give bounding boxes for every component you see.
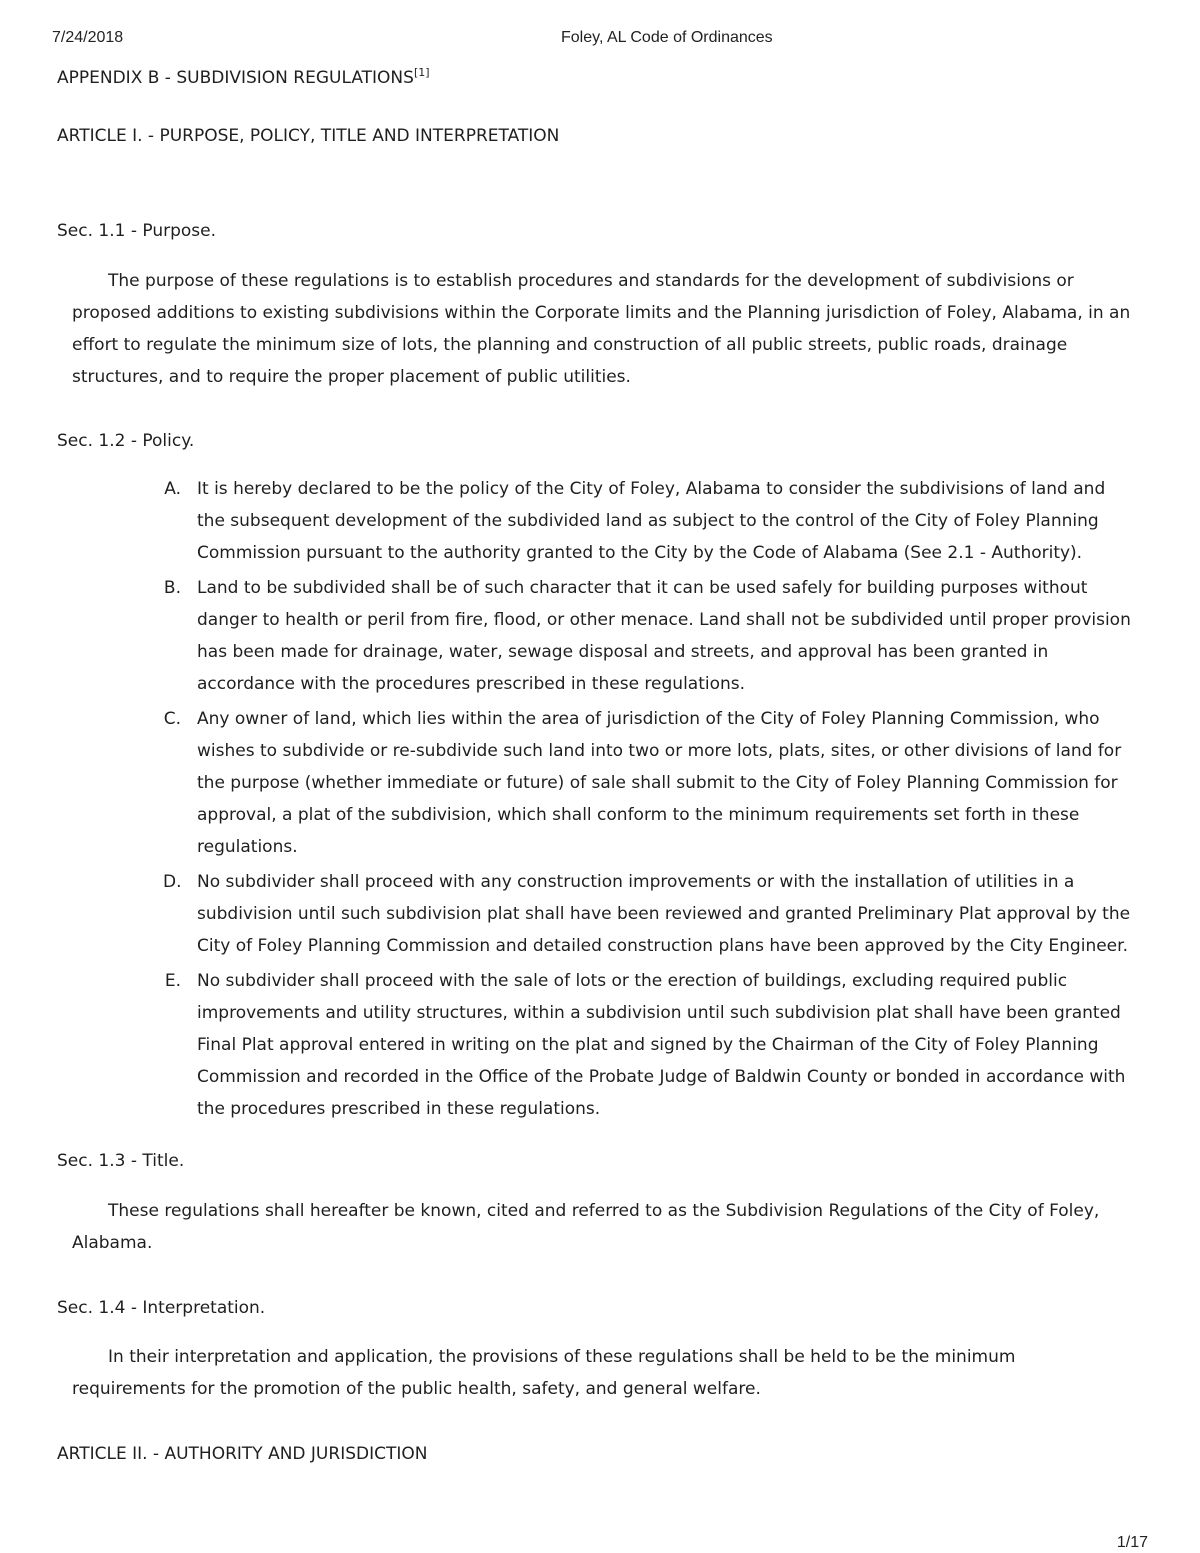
list-item-text: No subdivider shall proceed with any construction improvements or with the installation of utilities in a subdivision until such subdivision plat shall have been reviewed and granted Preliminary Plat approval by the City of Foley Planning Commission and detailed construction plans have been approved by the City Engineer. — [197, 872, 1131, 956]
sec-1-2-heading: Sec. 1.2 - Policy. — [57, 431, 195, 451]
list-marker: A. — [164, 479, 181, 499]
print-date: 7/24/2018 — [52, 29, 124, 46]
list-item-text: Any owner of land, which lies within the area of jurisdiction of the City of Foley Planning Commission, who wishes to subdivide or re-subdivide such land into two or more lots, plats, sites, or other divisions of land for the purpose (whether immediate or future) of sale shall submit to the City of Foley Planning Commission for approval, a plat of the subdivision, which shall conform to the minimum requirements set forth in these regulations. — [197, 709, 1122, 857]
list-item — [163, 866, 1132, 962]
list-item — [164, 473, 1132, 569]
sec-1-4-text: In their interpretation and application, the provisions of these regulations shall be held to be the minimum requirements for the promotion of the public health, safety, and general welfare. — [72, 1347, 1016, 1399]
appendix-title — [57, 61, 430, 90]
list-item — [163, 572, 1132, 700]
list-marker: E. — [164, 971, 181, 991]
list-item-text: Land to be subdivided shall be of such character that it can be used safely for building purposes without danger to health or peril from fire, flood, or other menace. Land shall not be subdivided until proper provision has been made for drainage, water, sewage disposal and streets, and approval has been granted in accordance with the procedures prescribed in these regulations. — [197, 578, 1131, 694]
document-header-title: Foley, AL Code of Ordinances — [561, 29, 773, 46]
page-number: 1/17 — [1116, 1534, 1148, 1551]
sec-1-1-text: The purpose of these regulations is to establish procedures and standards for the development of subdivisions or proposed additions to existing subdivisions within the Corporate limits and the Planning jurisdiction of Foley, Alabama, in an effort to regulate the minimum size of lots, the planning and construction of all public streets, public roads, drainage structures, and to require the proper placement of public utilities. — [72, 271, 1131, 387]
list-item-text: No subdivider shall proceed with the sale of lots or the erection of buildings, excluding required public improvements and utility structures, within a subdivision until such subdivision plat shall have been granted Final Plat approval entered in writing on the plat and signed by the Chairman of the City of Foley Planning Commission and recorded in the Office of the Probate Judge of Baldwin County or bonded in accordance with the procedures prescribed in these regulations. — [197, 971, 1126, 1119]
list-marker: B. — [163, 578, 181, 598]
list-marker: D. — [163, 872, 182, 892]
sec-1-4-heading: Sec. 1.4 - Interpretation. — [57, 1298, 266, 1318]
sec-1-3-heading: Sec. 1.3 - Title. — [57, 1151, 185, 1171]
list-item — [163, 703, 1132, 863]
sec-1-3-text: These regulations shall hereafter be known, cited and referred to as the Subdivision Regulations of the City of Foley, Alabama. — [72, 1201, 1100, 1253]
article-2-title: ARTICLE II. - AUTHORITY AND JURISDICTION — [57, 1444, 428, 1464]
footnote-link[interactable]: [1] — [413, 66, 430, 79]
article-1-title: ARTICLE I. - PURPOSE, POLICY, TITLE AND INTERPRETATION — [57, 126, 560, 146]
appendix-title-text: APPENDIX B - SUBDIVISION REGULATIONS — [57, 68, 414, 88]
list-item — [164, 965, 1132, 1125]
sec-1-1-heading: Sec. 1.1 - Purpose. — [57, 221, 217, 241]
list-item-text: It is hereby declared to be the policy of the City of Foley, Alabama to consider the subdivisions of land and the subsequent development of the subdivided land as subject to the control of the City of Foley Planning Commission pursuant to the authority granted to the City by the Code of Alabama (See 2.1 - Authority). — [197, 479, 1106, 563]
list-marker: C. — [163, 709, 181, 729]
